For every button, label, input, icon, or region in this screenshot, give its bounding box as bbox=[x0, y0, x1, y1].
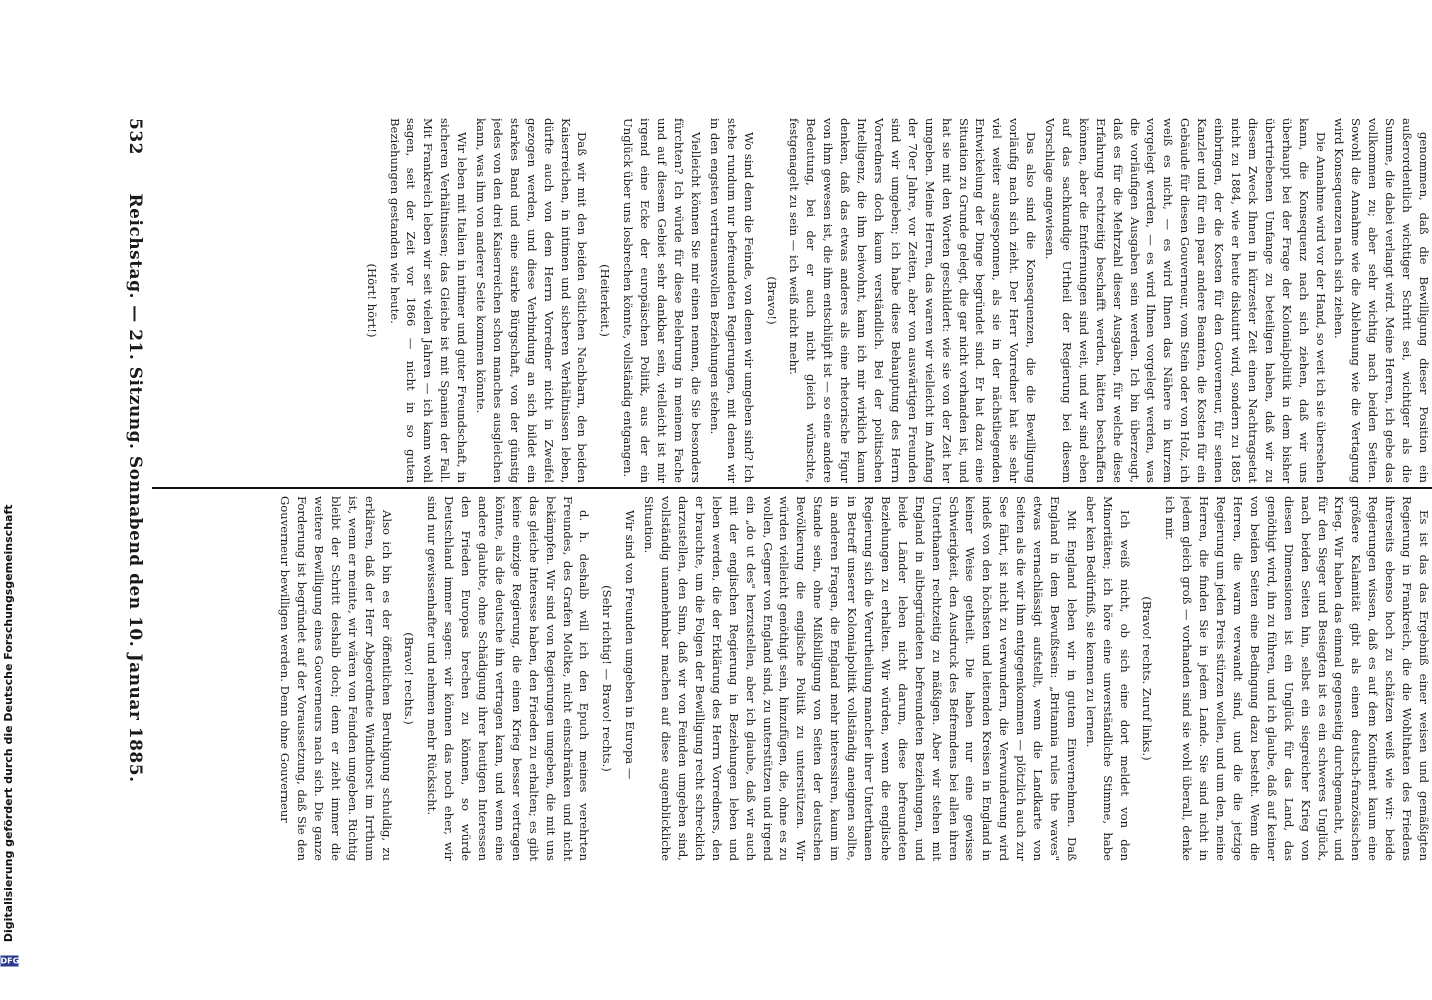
paragraph: genommen, daß die Bewilligung dieser Position ein außerordentlich wichtiger Schritt sei, wichtiger als die Summe, die dabei verlangt wird. Meine Herren, ich gebe das vollkommen zu; aber sehr wichtig nach beiden Seiten. Sowohl die Annahme wie die Ablehnung wie die Vertagung wird Konsequenzen nach sich ziehen. bbox=[1332, 118, 1431, 483]
paragraph: Die Annahme wird vor der Hand, so weit ich sie übersehen kann, die Konsequenz nach sich ziehen, daß wir uns überhaupt bei der Frage der Kolonialpolitik in dem bisher übertriebenen Umfange zu beteiligen haben, daß wir zu diesem Zweck Ihnen in kürzester Zeit einen Nachtragsetat nicht zu 1884, wie er heute diskutirt wird, sondern zu 1885 einbringen, der die Kosten für den Gouverneur, für seinen Kanzler und für ein paar andere Beamten, die Kosten für ein Gebäude für diesen Gouverneur, vom Stein oder von Holz, ich weiß es nicht, — es wird Ihnen das Nähere in kurzem vorgelegt werden, — es wird Ihnen vorgelegt werden, was die vorläufigen Ausgaben sein werden. Ich bin überzeugt, daß es für die Mehrzahl dieser Ausgaben, für welche diese Erfahrung rechtzeitig beschafft werden, hätten beschaffen können, aber die Entfernungen sind weit, und wir sind eben auf das sachkundige Urtheil der Regierung bei diesem Vorschlage angewiesen. bbox=[1043, 118, 1328, 483]
interjection: (Hört! hört!) bbox=[364, 263, 379, 338]
paragraph: Daß wir mit den beiden östlichen Nachbarn, den beiden Kaiserreichen, in intimen und sicheren Verhältnissen leben, dürfte auch von dem Herrn Vorredner nicht in Zweifel gezogen werden, und diese Verbindung an sich bildet ein starkes Band und eine starke Bürgschaft, von der günstig jedes von den drei Kaiserreichen schon manches ausgleichen kann, was ihm von anderer Seite kommen könnte. bbox=[474, 118, 590, 483]
interjection: (Bravo! rechts.) bbox=[402, 632, 417, 725]
interjection: (Sehr richtig! — Bravo! rechts.) bbox=[600, 585, 615, 772]
left-column bbox=[152, 118, 1432, 483]
right-column bbox=[152, 496, 1432, 861]
paragraph: Also ich bin es der öffentlichen Beruhigung schuldig, zu erklären, daß der Herr Abgeordnete Windthorst im Irrthum ist, wenn er meinte, wir wären von Feinden umgeben. Richtig bleibt der Schritt deshalb doch; denn er zieht immer die weitere Bewilligung eines Gouverneurs nach sich. Die ganze Forderung ist begründet auf der Voraussetzung, daß Sie den Gouverneur bewilligen werden. Denn ohne Gouverneur bbox=[278, 496, 394, 861]
paragraph: Wir sind von Freunden umgeben in Europa — bbox=[623, 510, 638, 780]
running-title: Reichstag. — 21. Sitzung. Sonnabend den 10. Januar 1885. bbox=[125, 193, 145, 783]
column-divider bbox=[152, 487, 1432, 489]
interjection: (Bravo! rechts. Zuruf links.) bbox=[1140, 596, 1155, 761]
page-header bbox=[113, 118, 147, 858]
digitization-credit bbox=[0, 0, 18, 1000]
credit-text: Digitalisierung gefördert durch die Deutsche Forschungsgemeinschaft bbox=[2, 504, 15, 943]
paragraph: d. h. deshalb will ich den Epuch meines verehrten Freundes, des Grafen Moltke, nicht einschränken und nicht bekämpfen. Wir sind von Regierungen umgeben, die mit uns das gleiche Interesse haben, den Frieden zu erhalten; es gibt keine einzige Regierung, die einen Krieg besser vertragen könnte, als die deutsche ihn vertragen kann, und wenn eine andere glaubte, ohne Schädigung ihrer heutigen Interessen den Frieden Europas brechen zu können, so würde Deutschland immer sagen: wir können das noch eher, wir sind nur gewissenhafter und nehmen mehr Rücksicht. bbox=[425, 496, 592, 861]
dfg-logo-icon: DFG bbox=[0, 956, 19, 966]
paragraph: Wo sind denn die Feinde, von denen wir umgeben sind? Ich stehe rundum nur befreundeten Regierungen, mit denen wir in den engsten vertrauensvollen Beziehungen stehen. bbox=[707, 118, 756, 483]
interjection: (Heiterkeit.) bbox=[598, 264, 613, 337]
interjection: (Bravo!) bbox=[764, 276, 779, 325]
paragraph: Wir leben mit Italien in intimer und guter Freundschaft, in sicheren Verhältnissen; das Gleiche ist mit Spanien der Fall. Mit Frankreich leben wir seit vielen Jahren — ich kann wohl sagen, seit der Zeit vor 1866 — nicht in so guten Beziehungen gestanden wie heute. bbox=[387, 118, 470, 483]
paragraph: Es ist das das Ergebniß einer weisen und gemäßigten Regierung in Frankreich, die die Wohlthaten des Friedens ihrerseits ebenso hoch zu schätzen weiß wie wir: beide Regierungen wissen, daß es auf dem Kontinent kaum eine größere Kalamität gibt als einen deutsch-französischen Krieg. Wir haben das einmal gegenseitig durchgemacht, und für den Sieger und Besiegten ist es ein schweres Unglück, nach beiden Seiten hin, selbst ein siegreicher Krieg von diesen Dimensionen ist ein Unglück für das Land, das genöthigt wird, ihn zu führen, und ich glaube, daß auf keiner von beiden Seiten eine Bedingung dazu besteht. Wenn die Herren, die warm verwandt sind, und die die jetzige Regierung um jeden Preis stürzen wollen, und um den, meine Herren, die finden Sie in jedem Lande. Sie sind nicht in jedem gleich groß — vorhanden sind sie wohl überall, denke ich mir. bbox=[1163, 496, 1431, 861]
paragraph: Vielleicht können Sie mir einen nennen, die Sie besonders fürchten? Ich würde für diese Belehrung in meinem Fache und auf diesem Gebiet sehr dankbar sein, vielleicht ist mir irgend eine Ecke der europäischen Politik, aus der ein Unglück über uns losbrechen könnte, vollständig entgangen. bbox=[621, 118, 703, 483]
page-number: 532 bbox=[125, 118, 145, 155]
paragraph: Mit England leben wir in gutem Einvernehmen. Daß England in dem Bewußtsein: „Britannia rules the waves" etwas vernachlässigt aufstellt, wenn die Landkarte von Seiten als die wir ihm entgegenkommen — plötzlich auch zur See fährt, ist nicht zu verwundern, die Verwunderung wird indeß von den höchsten und leitenden Kreisen in England in keiner Weise getheilt. Die haben nur eine gewisse Schwierigkeit, den Ausdruck des Befremdens bei allen ihren Unterthanen rechtzeitig zu mäßigen. Aber wir stehen mit England in altbegründeten befreundeten Beziehungen, und beide Länder leben nicht darum, diese befreundeten Beziehungen zu erhalten. Wir würden, wenn die englische Regierung sich die Verurtheilung mancher ihrer Unterthanen in Betreff unserer Kolonialpolitik vollständig aneignen sollte, in anderen Fragen, die England mehr interessiren, kaum im Stande sein, ohne Mißbilligung von Seiten der deutschen Bevölkerung die englische Politik zu unterstützen. Wir würden vielleicht genöthigt sein, hinzufügen, die, ohne es zu wollen, Gegner von England sind, zu unterstützen und irgend ein „do ut des" herzustellen, aber ich glaube, daß wir auch mit der englischen Regierung in Beziehungen leben und leben werden, die der Erklärung des Herrn Vorredners, den er brauchte, um die Folgen der Bewilligung recht schrecklich darzustellen, den Sinn, daß wir von Feinden umgeben sind, vollständig unannehmbar machen auf diese augenblickliche Situation. bbox=[642, 496, 1079, 861]
paragraph: Das also sind die Konsequenzen, die die Bewilligung vorläufig nach sich zieht. Der Herr Vorredner hat sie sehr viel weiter ausgesponnen, als sie in der nächstliegenden Entwickelung der Dinge begründet sind. Er hat dazu eine Situation zu Grunde gelegt, die gar nicht vorhanden ist, und hat sie mit den Worten geschildert: wie sie von der Zeit her umgeben. Meine Herren, das waren wir vielleicht im Anfang der 70er Jahre, vor Zeiten, aber von auswärtigen Freunden sind wir umgeben; ich habe diese Behauptung des Herrn Vorredners doch kaum verständlich. Bei der politischen Intelligenz, die ihm beiwohnt, kann ich mir wirklich kaum denken, daß das etwas anderes als eine rhetorische Figur von ihm gewesen ist, die ihm entschlüpft ist — so eine andere Bedeutung, bei der er auch nicht gleich wünschte, festgenagelt zu sein — ich weiß nicht mehr. bbox=[787, 118, 1039, 483]
paragraph: Ich weiß nicht, ob sich eine dort meldet von den Minoritäten; ich höre eine unverständliche Stimme, habe aber kein Bedürfniß, sie kennen zu lernen. bbox=[1083, 496, 1132, 861]
